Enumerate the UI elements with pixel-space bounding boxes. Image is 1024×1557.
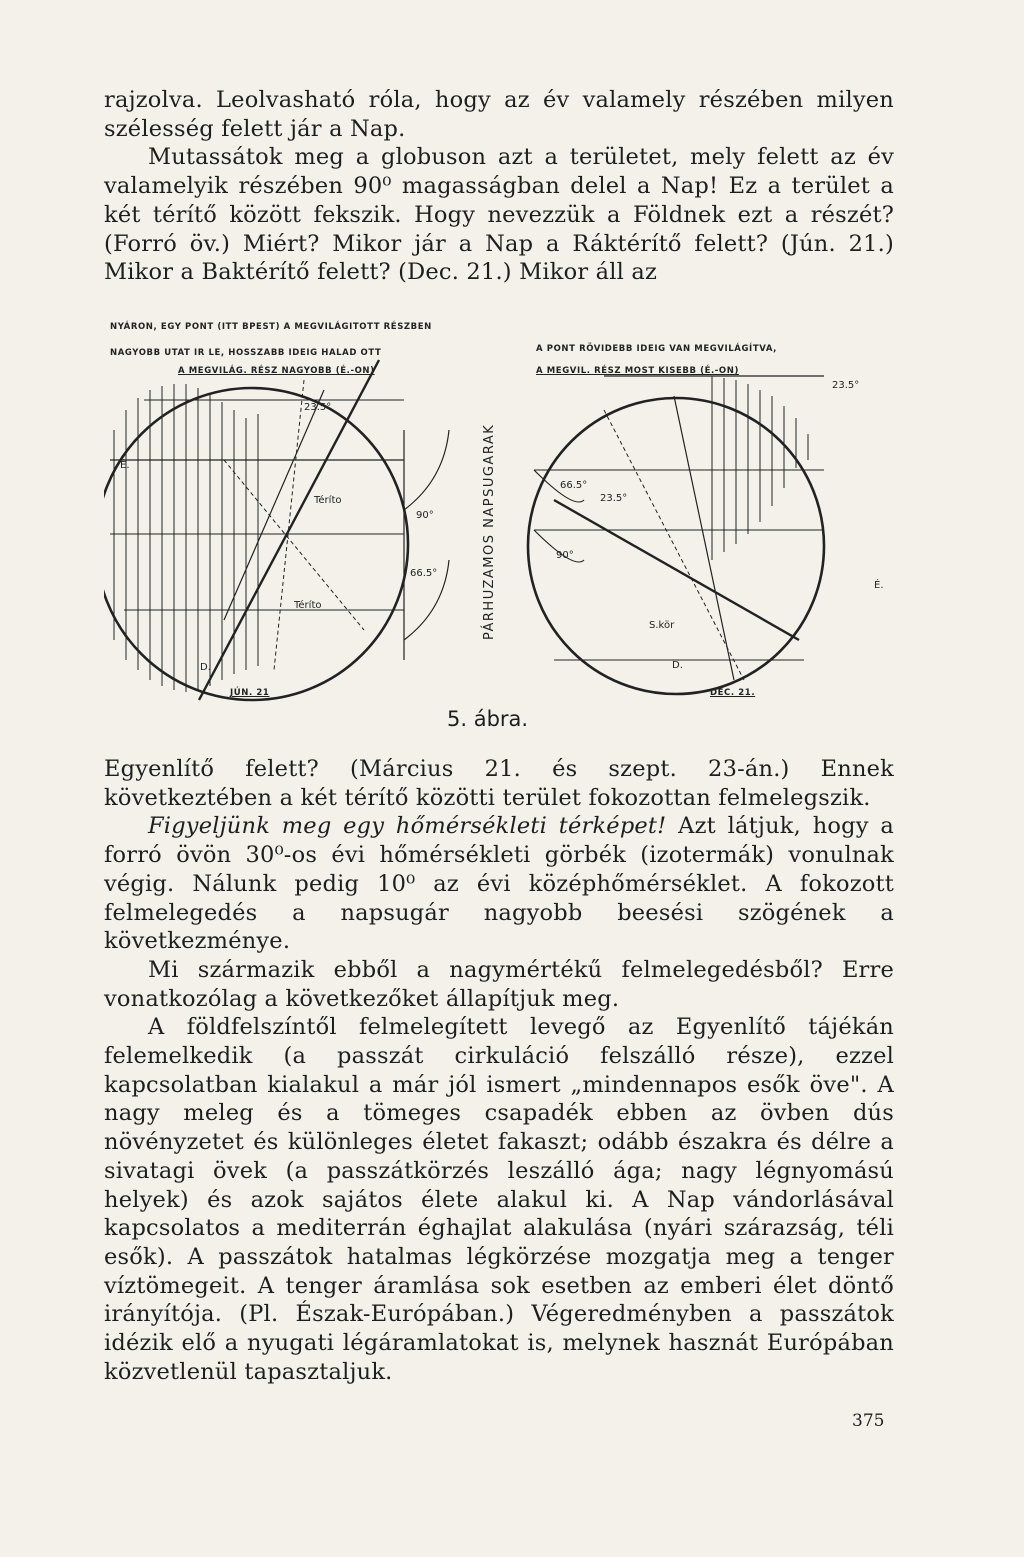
figure-caption: 5. ábra. — [447, 707, 529, 731]
left-label-terito-top: Téríto — [314, 495, 342, 506]
paragraph-6: A földfelszíntől felmelegített levegő az Egyenlítő tájékán felemelkedik (a passzát cirkuláció felszálló része), ezzel kapcsolatban kialakul a már jól ismert „mindennapos esők öve". A nagy meleg és a tömeges csapadék ebben az övben dús növényzetet és különleges életet fakaszt; odább északra és délre a sivatagi övek (a passzátkörzés leszálló ága; nagy légnyomású helyek) és azok sajátos élete alakul ki. A Nap vándorlásával kapcsolatos a mediterrán éghajlat alakulása (nyári szárazság, téli esők). A passzátok hatalmas légkörzése mozgatja meg a tenger víztömegeit. A tenger áramlása sok esetben az emberi élet döntő irányítója. (Pl. Észak-Európában.) Végeredményben a passzátok idézik elő a nyugati légáramlatokat is, melynek hasznát Európában közvetlenül tapasztaljuk. — [104, 1014, 894, 1385]
parallel-rays-label: PÁRHUZAMOS NAPSUGARAK — [482, 423, 497, 640]
right-label-skor: S.kör — [649, 620, 675, 631]
left-caption-line-1: NYÁRON, EGY PONT (ITT BPEST) A MEGVILÁGITOTT RÉSZBEN — [110, 322, 432, 332]
italic-phrase: Figyeljünk meg egy hőmérsékleti térképet! — [148, 813, 667, 840]
right-caption-line-2: A MEGVIL. RÉSZ MOST KISEBB (É.-ON) — [536, 366, 739, 376]
figure-5 — [104, 310, 904, 710]
left-label-terito-bottom: Téríto — [294, 600, 322, 611]
right-angle-235-top: 23.5° — [832, 380, 860, 391]
left-angle-90: 90° — [416, 510, 434, 521]
left-caption-line-3: A MEGVILÁG. RÉSZ NAGYOBB (É.-ON) — [178, 366, 375, 376]
paragraph-2: Mutassátok meg a globuson azt a területet, mely felett az év valamelyik részében 90⁰ magasságban delel a Nap! Ez a terület a két térítő között fekszik. Hogy nevezzük a Földnek ezt a részét? (Forró öv.) Miért? Mikor jár a Nap a Ráktérítő felett? (Jún. 21.) Mikor a Baktérítő felett? (Dec. 21.) Mikor áll az — [104, 144, 894, 286]
left-label-d: D. — [200, 662, 211, 673]
right-caption-line-1: A PONT RÖVIDEBB IDEIG VAN MEGVILÁGÍTVA, — [536, 344, 777, 354]
left-date: JÚN. 21 — [230, 688, 270, 698]
left-angle-665: 66.5° — [410, 568, 438, 579]
page-number: 375 — [852, 1411, 885, 1431]
right-globe-outline — [528, 398, 824, 694]
right-label-e: É. — [874, 580, 884, 591]
paragraph-1: rajzolva. Leolvasható róla, hogy az év valamely részében milyen szélesség felett jár a Nap. — [104, 87, 894, 142]
paragraph-3: Egyenlítő felett? (Március 21. és szept. 23-án.) Ennek következtében a két térítő közötti terület fokozottan felmelegszik. — [104, 756, 894, 811]
paragraph-5: Mi származik ebből a nagymértékű felmelegedésből? Erre vonatkozólag a következőket állapítjuk meg. — [104, 956, 894, 1012]
left-caption-line-2: NAGYOBB UTAT IR LE, HOSSZABB IDEIG HALAD OTT — [110, 348, 382, 358]
top-text-block — [104, 86, 894, 287]
right-label-d: D. — [672, 660, 683, 671]
left-label-e: É. — [120, 460, 130, 471]
left-angle-top: 23.5° — [304, 402, 332, 413]
paragraph-4 — [104, 812, 894, 956]
bottom-text-block — [104, 755, 894, 1386]
right-parallel-rays — [712, 376, 808, 560]
right-angle-90: 90° — [556, 550, 574, 561]
right-angle-235: 23.5° — [600, 493, 628, 504]
paragraph-4-text: Azt látjuk, hogy a forró övön 30⁰-os évi hőmérsékleti görbék (izotermák) vonulnak végig. Nálunk pedig 10⁰ az évi középhőmérséklet. A fokozott felmelegedés a napsugár nagyobb beesési szögének a következménye. — [104, 813, 894, 955]
right-date: DEC. 21. — [710, 688, 756, 698]
left-parallel-rays — [114, 384, 258, 692]
right-angle-665: 66.5° — [560, 480, 588, 491]
